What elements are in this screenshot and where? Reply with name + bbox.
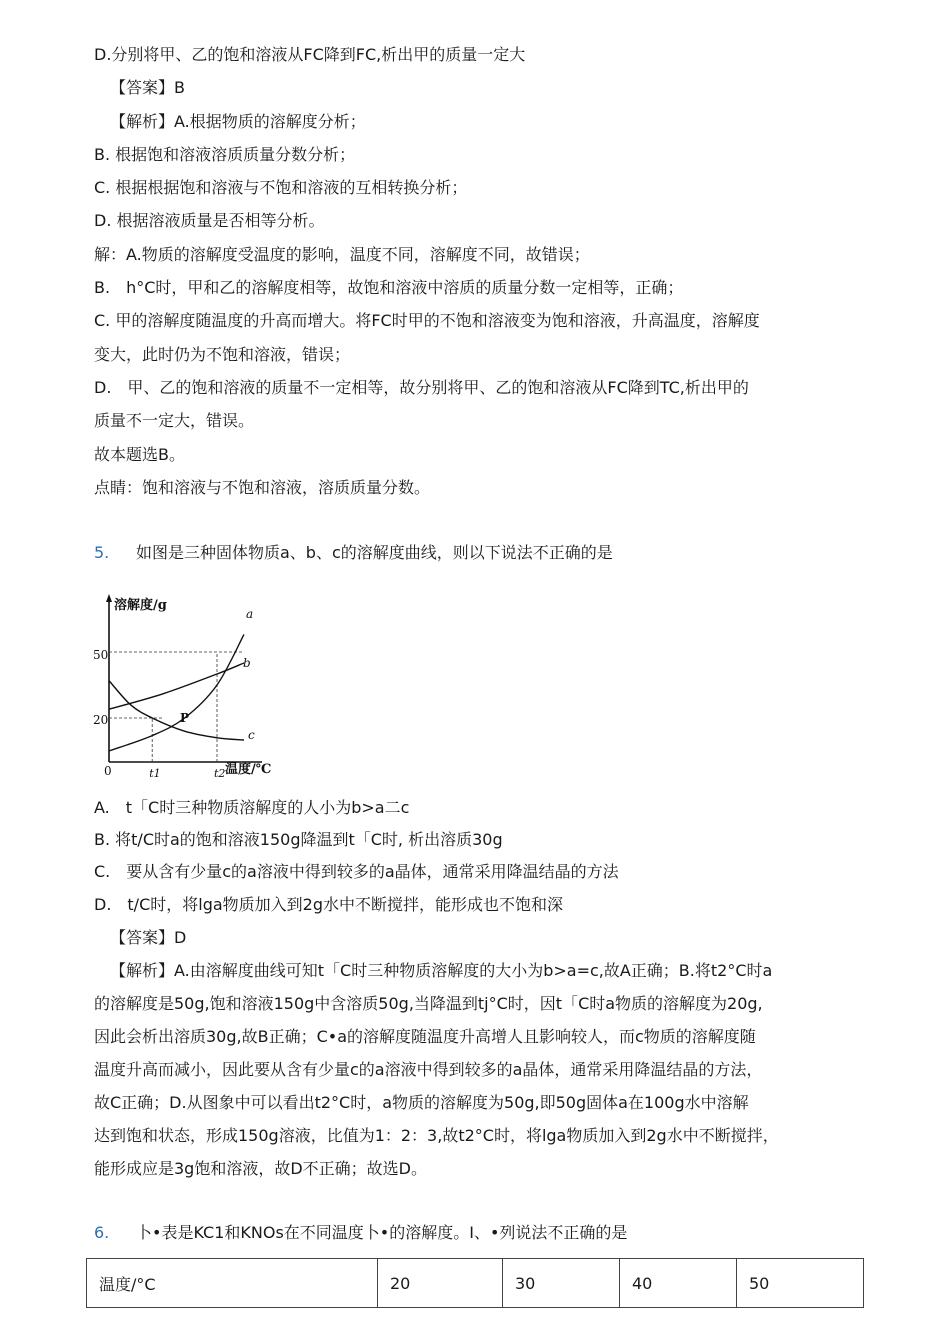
analysis-line: B. 根据饱和溶液溶质质量分数分析； — [94, 145, 356, 164]
option-d: D. t/C时，将lga物质加入到2g水中不断搅拌，能形成也不饱和深 — [94, 895, 563, 914]
question-stem: 卜•表是KC1和KNOs在不同温度卜•的溶解度。I、•列说法不正确的是 — [136, 1223, 628, 1242]
option-b: B. 将t/C时a的饱和溶液150g降温到t「C时, 析出溶质30g — [94, 830, 503, 849]
point-p-label: P — [180, 711, 190, 725]
analysis-line: 【解析】A.根据物质的溶解度分析； — [110, 112, 366, 131]
analysis-line: 的溶解度是50g,饱和溶液150g中含溶质50g,当降温到tj°C时，因t「C时a物质的溶解度为20g, — [94, 994, 763, 1013]
curve-b — [109, 663, 244, 709]
y-tick-20: 20 — [93, 713, 109, 727]
analysis-line: 温度升高而减小，因此要从含有少量c的a溶液中得到较多的a晶体，通常采用降温结晶的方法， — [94, 1060, 763, 1079]
solution-line: 质量不一定大，错误。 — [94, 411, 255, 430]
x-tick-t2: t2 — [214, 767, 226, 780]
analysis-line: 【解析】A.由溶解度曲线可知t「C时三种物质溶解度的大小为b>a=c,故A正确；B.将t2°C时a — [110, 961, 773, 980]
table-cell: 30 — [503, 1259, 620, 1308]
question-stem: 如图是三种固体物质a、b、c的溶解度曲线，则以下说法不正确的是 — [136, 543, 613, 562]
option-a: A. t「C时三种物质溶解度的人小为b>a二c — [94, 798, 410, 817]
y-tick-50: 50 — [93, 648, 109, 662]
solution-line: 解：A.物质的溶解度受温度的影响，温度不同，溶解度不同，故错误； — [94, 245, 590, 264]
curve-label-a: a — [246, 607, 254, 621]
analysis-line: D. 根据溶液质量是否相等分析。 — [94, 211, 325, 230]
answer-line: 【答案】B — [110, 78, 185, 97]
table-cell: 20 — [378, 1259, 503, 1308]
x-tick-t1: t1 — [149, 767, 161, 780]
solution-line: B. h°C时，甲和乙的溶解度相等，故饱和溶液中溶质的质量分数一定相等，正确； — [94, 278, 684, 297]
table-cell: 50 — [737, 1259, 864, 1308]
question-number: 6. — [94, 1223, 110, 1242]
analysis-line: 能形成应是3g饱和溶液，故D不正确；故选D。 — [94, 1159, 427, 1178]
x-axis-label: 温度/℃ — [225, 762, 272, 777]
analysis-line: 达到饱和状态，形成150g溶液，比值为1：2：3,故t2°C时，将lga物质加入到2g水中不断搅拌， — [94, 1126, 779, 1145]
solution-line: 变大，此时仍为不饱和溶液，错误； — [94, 345, 351, 364]
option-c: C. 要从含有少量c的a溶液中得到较多的a晶体，通常采用降温结晶的方法 — [94, 862, 619, 881]
option-line: D.分别将甲、乙的饱和溶液从FC降到FC,析出甲的质量一定大 — [94, 45, 526, 64]
curve-label-b: b — [243, 656, 251, 670]
answer-line: 【答案】D — [110, 928, 187, 947]
solution-line: D. 甲、乙的饱和溶液的质量不一定相等，故分别将甲、乙的饱和溶液从FC降到TC,析出甲的 — [94, 378, 749, 397]
table-cell: 温度/°C — [87, 1259, 378, 1308]
question-number: 5. — [94, 543, 110, 562]
solution-line: C. 甲的溶解度随温度的升高而增大。将FC时甲的不饱和溶液变为饱和溶液，升高温度，溶解度 — [94, 311, 760, 330]
analysis-line: C. 根据根据饱和溶液与不饱和溶液的互相转换分析； — [94, 178, 468, 197]
analysis-line: 故C正确；D.从图象中可以看出t2°C时，a物质的溶解度为50g,即50g固体a在100g水中溶解 — [94, 1093, 749, 1112]
y-axis-label: 溶解度/g — [114, 598, 167, 613]
table-header-row — [87, 1259, 864, 1308]
conclusion-line: 故本题选B。 — [94, 445, 185, 464]
origin-label: 0 — [104, 764, 112, 778]
solubility-table — [86, 1258, 864, 1308]
curve-label-c: c — [248, 728, 255, 742]
tip-line: 点睛：饱和溶液与不饱和溶液，溶质质量分数。 — [94, 478, 431, 497]
table-cell: 40 — [620, 1259, 737, 1308]
analysis-line: 因此会析出溶质30g,故B正确；C•a的溶解度随温度升高增人且影响较人，而c物质的溶解度随 — [94, 1027, 756, 1046]
solubility-chart — [92, 592, 292, 782]
y-axis-arrow — [106, 594, 112, 602]
